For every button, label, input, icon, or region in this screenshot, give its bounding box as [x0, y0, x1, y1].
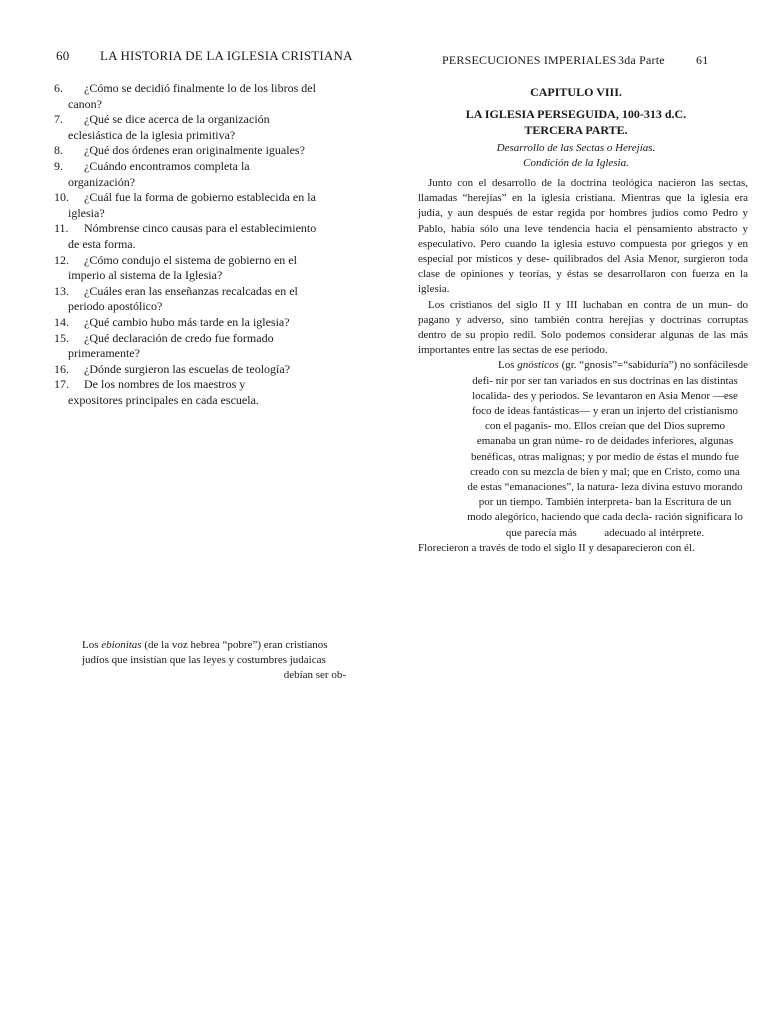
paragraph-3-line: foco de ideas fantásticas— y eran un injerto del cristianismo	[471, 405, 739, 418]
question-text: ¿Dónde surgieron las escuelas de teología?	[84, 361, 291, 376]
footnote-term: ebionitas	[101, 639, 142, 651]
paragraph-3-line: por un tiempo. También interpreta- ban la Escritura de un	[478, 496, 732, 509]
paragraph-3-line: defi- nir por ser tan variados en sus doctrinas en las distintas	[472, 374, 738, 387]
question-text-continued: eclesiástica de la iglesia primitiva?	[68, 127, 236, 142]
subheading-line2: Condición de la Iglesia.	[523, 157, 629, 169]
paragraph-3-prefix: Los	[498, 359, 518, 372]
question-text: ¿Cuáles eran las enseñanzas recalcadas en el	[84, 283, 298, 298]
question-text: ¿Cuál fue la forma de gobierno establecida en la	[84, 190, 316, 205]
question-text: ¿Qué cambio hubo más tarde en la iglesia?	[84, 314, 290, 329]
question-text: Nómbrense cinco causas para el establecimiento	[84, 221, 317, 236]
question-text: ¿Qué dos órdenes eran originalmente iguales?	[84, 143, 305, 158]
right-page-number: 61	[696, 53, 709, 67]
question-number: 14.	[54, 314, 69, 329]
chapter-heading-line1: LA IGLESIA PERSEGUIDA, 100-313 d.C.	[465, 107, 687, 121]
question-number: 7.	[54, 112, 63, 127]
question-text-continued: de esta forma.	[68, 236, 136, 251]
part-label: 3da Parte	[618, 53, 665, 67]
chapter-label: CAPITULO VIII.	[530, 85, 622, 99]
question-text-continued: periodo apostólico?	[68, 299, 163, 314]
footnote-line3: debían ser ob-	[283, 669, 346, 681]
question-item	[54, 362, 354, 378]
question-text: ¿Qué se dice acerca de la organización	[84, 112, 270, 127]
paragraph-2: Los cristianos del siglo II y III luchaban en contra de un mun- do pagano y adverso, sino también contra herejías y doctrinas corruptas dentro de su propio redil. Solo podemos considerar algunas de las más importantes entre las sectas de ese periodo.	[418, 298, 748, 357]
chapter-heading-line2: TERCERA PARTE.	[524, 123, 628, 137]
paragraph-3-line: con el paganis- mo. Ellos creían que del Dios supremo	[484, 420, 726, 433]
question-text: ¿Cómo condujo el sistema de gobierno en el	[84, 252, 297, 267]
paragraph-3-line: localida- des y periodos. Se levantaron en Asia Menor —ese	[472, 389, 738, 402]
question-number: 16.	[54, 361, 69, 376]
question-item	[54, 284, 354, 315]
question-item	[54, 112, 354, 143]
question-text-continued: imperio al sistema de la Iglesia?	[68, 268, 223, 283]
right-running-title: PERSECUCIONES IMPERIALES	[442, 53, 617, 67]
question-text: ¿Qué declaración de credo fue formado	[84, 330, 274, 345]
question-text-continued: organización?	[68, 174, 136, 189]
paragraph-3-line-0: (gr. “gnosis”=“sabiduría”) no sonfácilesde	[558, 359, 748, 372]
paragraph-1: Junto con el desarrollo de la doctrina teológica nacieron las sectas, llamadas “herejías” en la iglesia cristiana. Mientras que la iglesia era judía, y aun después de estar regida por hombres judíos como Pedro y Pablo, había sólo una leve tendencia hacia el pensamiento abstracto y especulativo. Pero cuando la iglesia estuvo compuesta por griegos y en especial por místicos y dese- quilibrados del Asia Menor, surgieron toda clase de opiniones y teorías, y éstas se desarrollaron con fuerza en la iglesia.	[418, 177, 748, 296]
question-item	[54, 143, 354, 159]
question-item	[54, 377, 354, 408]
question-number: 12.	[54, 252, 69, 267]
paragraph-3-first-line	[462, 358, 748, 373]
paragraph-3-line: modo alegórico, haciendo que cada decla- ración significara lo	[467, 511, 743, 524]
right-page	[384, 0, 768, 1024]
question-text-continued: iglesia?	[68, 205, 105, 220]
question-number: 6.	[54, 81, 63, 95]
paragraph-3-line: emanaba un gran núme- ro de deidades inferiores, algunas	[476, 435, 734, 448]
paragraph-3-closing: Florecieron a través de todo el siglo II y desaparecieron con él.	[418, 541, 695, 554]
question-number: 8.	[54, 143, 63, 158]
footnote-line1: (de la voz hebrea “pobre”) eran cristianos	[141, 639, 328, 651]
question-item	[54, 253, 354, 284]
question-text-continued: primeramente?	[68, 346, 140, 361]
paragraph-3-line: creado con su mezcla de bien y mal; que en Cristo, como una	[470, 465, 740, 478]
question-item	[54, 159, 354, 190]
review-questions-list	[54, 81, 354, 408]
question-item	[54, 190, 354, 221]
chapter-body	[418, 176, 748, 556]
subheading-line1: Desarrollo de las Sectas o Herejías.	[496, 142, 656, 154]
paragraph-3-line: de estas “emanaciones”, la natura- leza divina estuvo morando	[467, 481, 743, 494]
left-page-number: 60	[56, 48, 70, 63]
paragraph-3	[418, 358, 748, 540]
question-text: ¿Cuándo encontramos completa la	[84, 158, 250, 173]
question-number: 10.	[54, 190, 69, 205]
question-text: De los nombres de los maestros y	[84, 377, 246, 392]
paragraph-3-line: benéficas, otras malignas; y por medio de éstas el mundo fue	[471, 450, 739, 463]
question-number: 9.	[54, 158, 63, 173]
question-text-continued: expositores principales en cada escuela.	[68, 392, 259, 407]
footnote-ebionitas	[82, 638, 346, 683]
footnote-line2: judíos que insistían que las leyes y costumbres judaicas	[82, 654, 326, 666]
footnote-prefix: Los	[82, 639, 102, 651]
question-item	[54, 221, 354, 252]
question-number: 17.	[54, 377, 69, 392]
question-number: 11.	[54, 221, 69, 236]
paragraph-3-term: gnósticos	[517, 359, 559, 372]
left-running-title: LA HISTORIA DE LA IGLESIA CRISTIANA	[100, 48, 353, 63]
question-text: ¿Cómo se decidió finalmente lo de los libros del	[84, 81, 316, 95]
paragraph-3-line: que parecía más adecuado al intérprete.	[505, 526, 705, 539]
question-text-continued: canon?	[68, 96, 102, 111]
question-item	[54, 331, 354, 362]
question-number: 15.	[54, 330, 69, 345]
question-number: 13.	[54, 283, 69, 298]
question-item	[54, 81, 354, 112]
question-item	[54, 315, 354, 331]
